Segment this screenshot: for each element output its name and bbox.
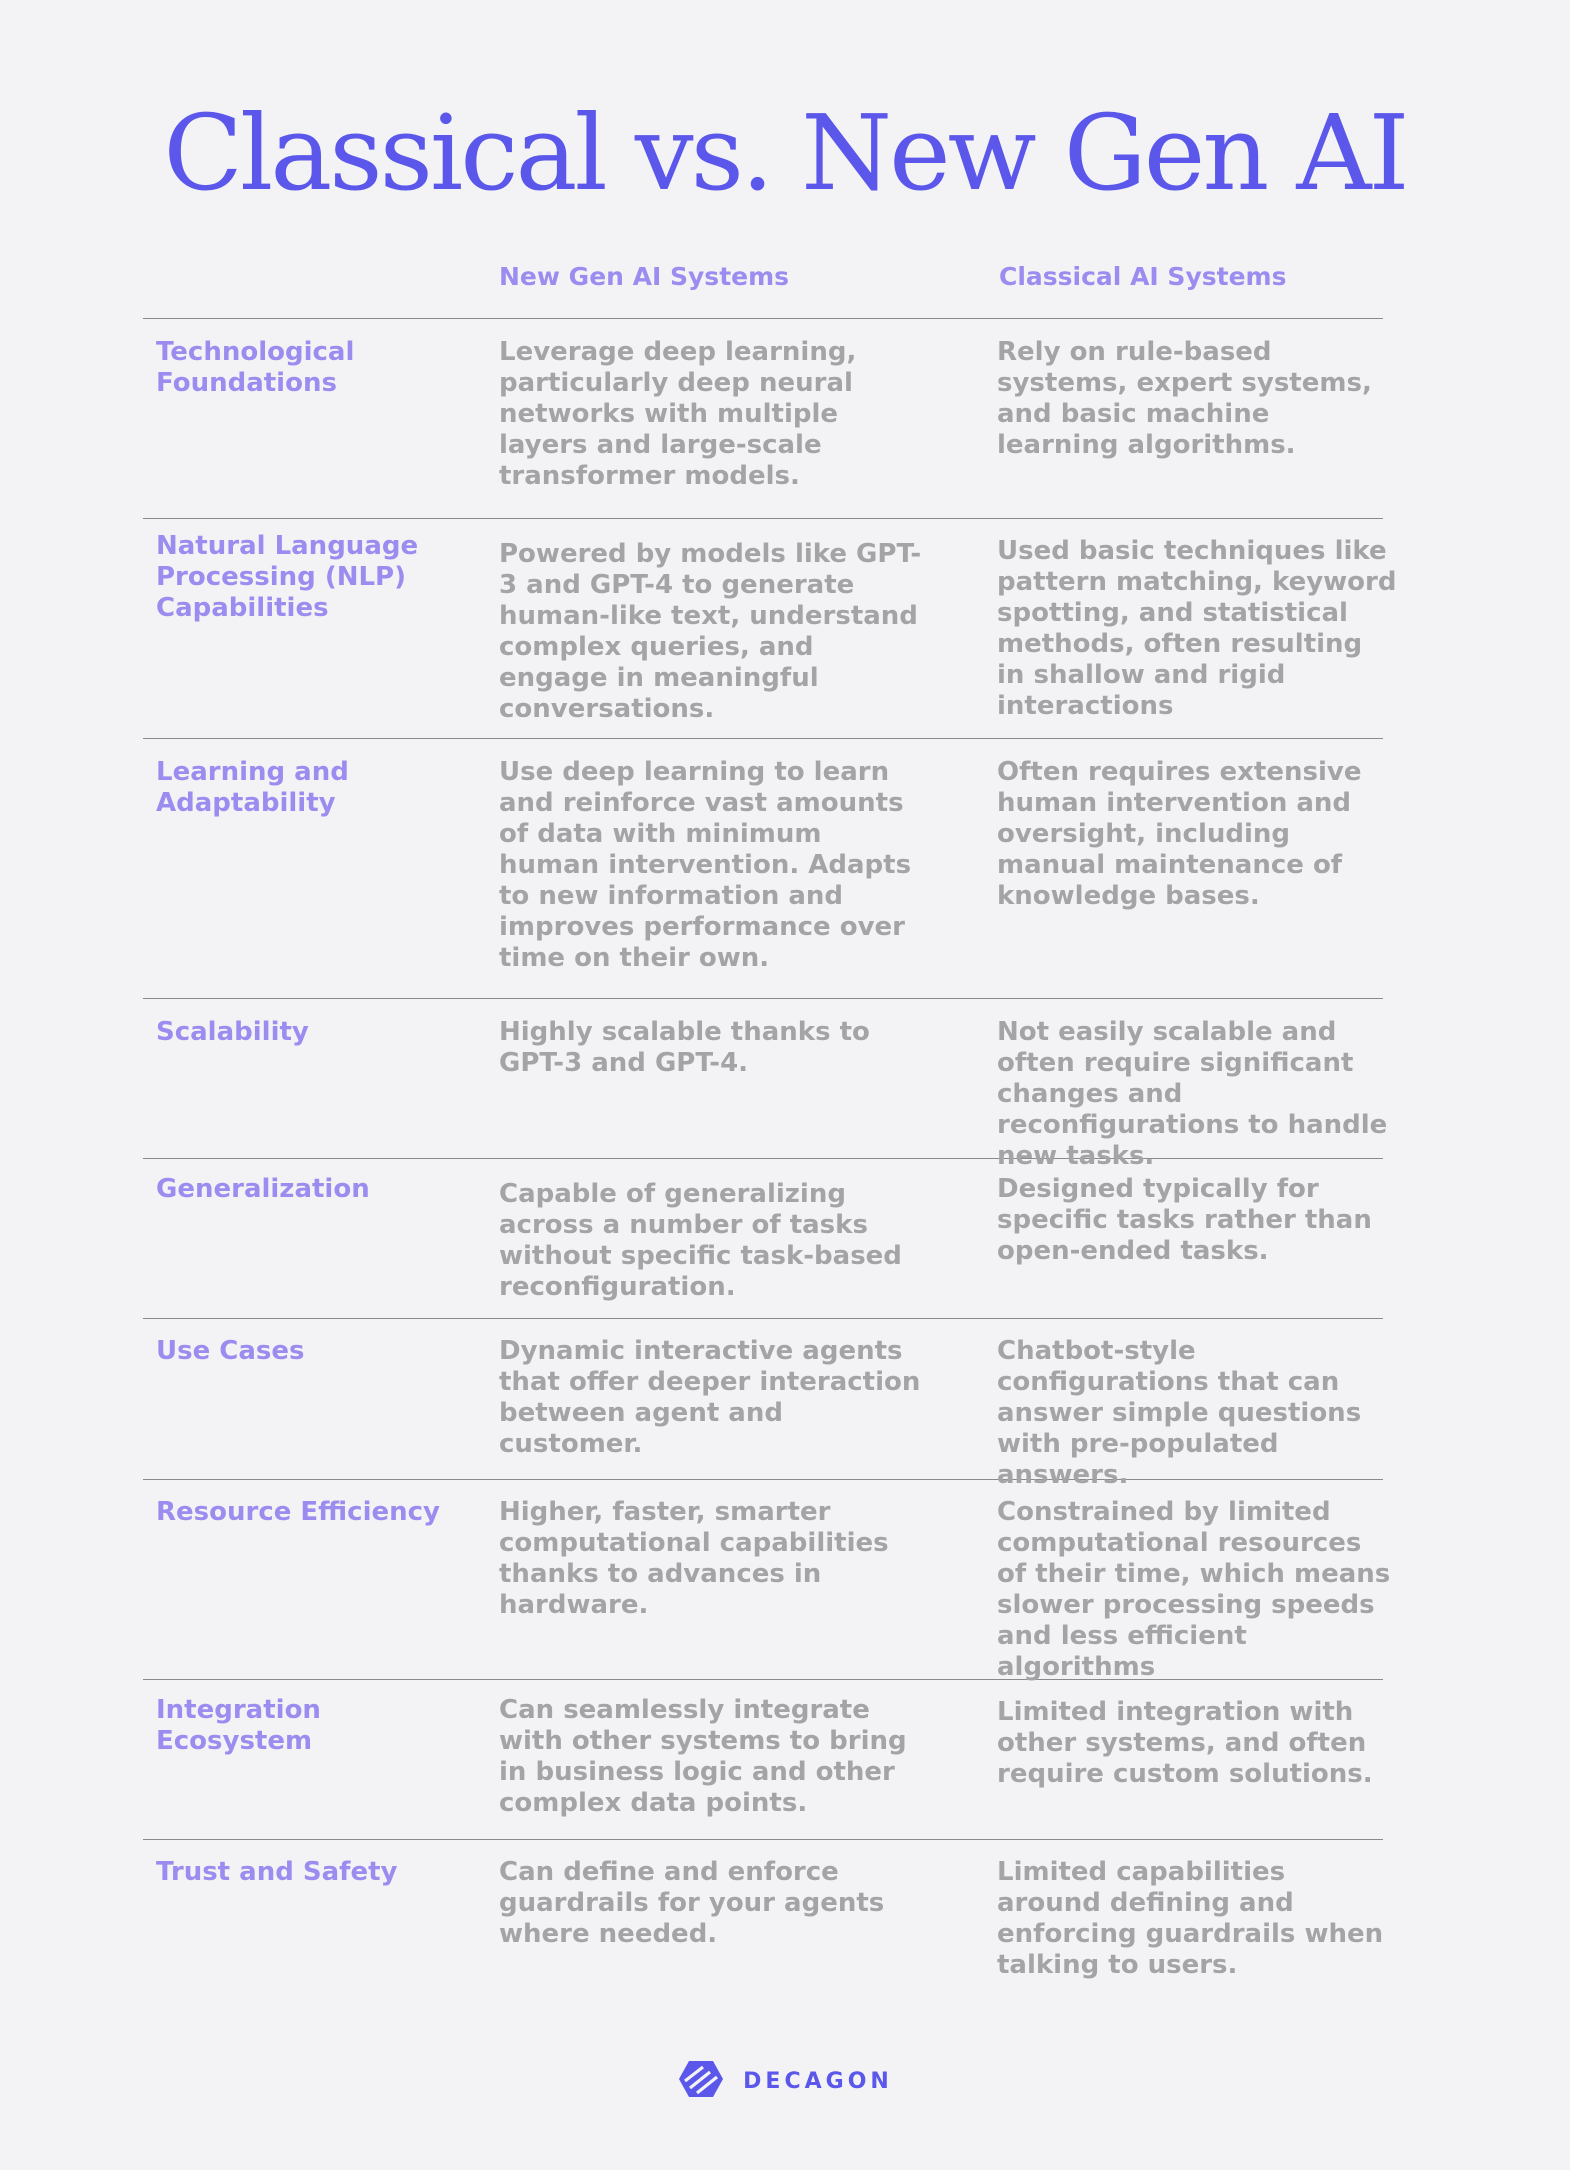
new-gen-cell: Use deep learning to learn and reinforce vast amounts of data with minimum human intervention. Adapts to new information and improves performance over time on their own. [499,757,912,973]
row-label: Generalization [156,1174,370,1204]
brand-logo [0,2059,1570,2104]
classical-cell: Rely on rule-based systems, expert systems, and basic machine learning algorithms. [997,337,1372,460]
table-row [143,519,1397,739]
new-gen-cell: Can define and enforce guardrails for your agents where needed. [499,1857,885,1949]
table-row [143,319,1383,519]
new-gen-cell: Leverage deep learning, particularly deep neural networks with multiple layers and large-scale transformer models. [499,337,857,491]
classical-cell: Chatbot-style configurations that can answer simple questions with pre-populated answers. [997,1336,1362,1490]
row-label: Trust and Safety [156,1857,398,1887]
classical-cell: Designed typically for specific tasks rather than open-ended tasks. [997,1174,1372,1266]
page-title: Classical vs. New Gen AI [163,92,1407,214]
row-label: Natural Language Processing (NLP) Capabilities [156,531,419,623]
classical-cell: Limited integration with other systems, and often require custom solutions. [997,1697,1373,1789]
table-row [143,1680,1383,1840]
new-gen-cell: Powered by models like GPT-3 and GPT-4 to generate human-like text, understand complex queries, and engage in meaningful conversations. [499,539,922,724]
new-gen-cell: Highly scalable thanks to GPT-3 and GPT-4. [499,1017,870,1078]
table-row [143,1319,1383,1490]
table-row [143,1159,1383,1319]
new-gen-cell: Can seamlessly integrate with other systems to bring in business logic and other complex data points. [499,1695,907,1818]
table-row [143,1840,1383,2005]
row-label: Technological Foundations [156,337,355,398]
table-row [143,999,1388,1171]
classical-cell: Used basic techniques like pattern matching, keyword spotting, and statistical methods, often resulting in shallow and rigid interactions [997,536,1397,721]
classical-cell: Limited capabilities around defining and enforcing guardrails when talking to users. [997,1857,1384,1980]
row-label: Learning and Adaptability [156,757,349,818]
decagon-logo-icon [677,2059,725,2104]
classical-cell: Constrained by limited computational resources of their time, which means slower processing speeds and less efficient algorithms [997,1497,1391,1682]
classical-cell: Not easily scalable and often require significant changes and reconfigurations to handle new tasks. [997,1017,1388,1171]
brand-name: DECAGON [743,2069,893,2094]
header-new-gen: New Gen AI Systems [499,262,790,291]
table-header-row [143,250,1383,319]
classical-cell: Often requires extensive human intervention and oversight, including manual maintenance of knowledge bases. [997,757,1362,911]
row-label: Scalability [156,1017,309,1047]
comparison-table [143,250,1397,2005]
new-gen-cell: Dynamic interactive agents that offer deeper interaction between agent and customer. [499,1336,921,1459]
new-gen-cell: Capable of generalizing across a number of tasks without specific task-based reconfiguration. [499,1179,902,1302]
row-label: Integration Ecosystem [156,1695,321,1756]
table-row [143,739,1383,999]
row-label: Resource Efficiency [156,1497,441,1527]
table-row [143,1480,1391,1682]
header-classical: Classical AI Systems [999,262,1287,291]
row-label: Use Cases [156,1336,305,1366]
new-gen-cell: Higher, faster, smarter computational capabilities thanks to advances in hardware. [499,1497,889,1620]
